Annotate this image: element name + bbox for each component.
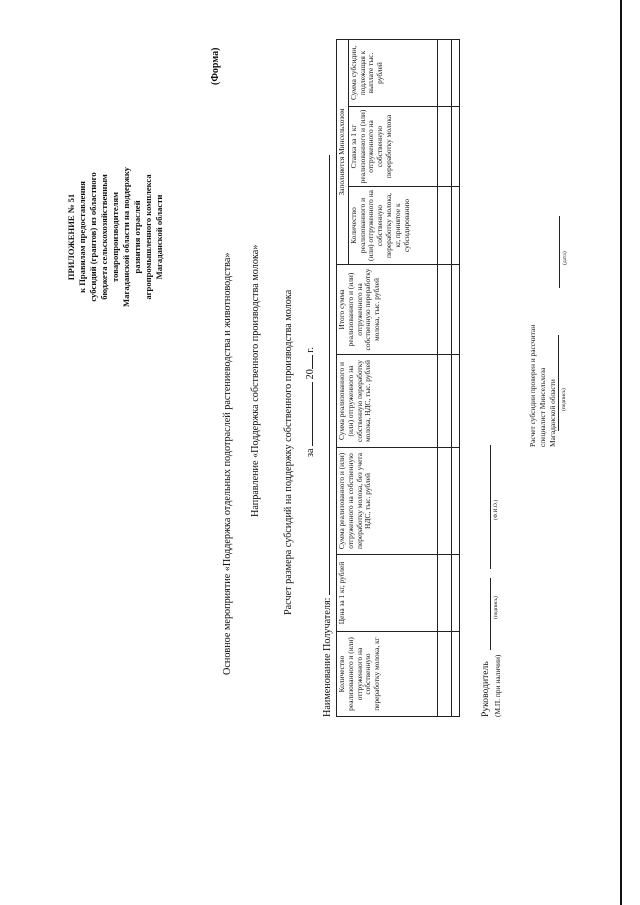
check-line: специалист Минсельхоза (538, 367, 547, 447)
check-line: Магаданской области (548, 379, 557, 447)
appendix-line: товаропроизводителям (110, 192, 120, 282)
appendix-line: субсидий (грантов) из областного (88, 172, 98, 302)
fio-line[interactable] (490, 445, 491, 569)
appendix-header (66, 117, 165, 357)
table-cell[interactable] (438, 265, 452, 355)
table-cell[interactable] (452, 265, 460, 355)
appendix-line: бюджета сельскохозяйственным (99, 174, 109, 300)
signature-line[interactable] (490, 578, 491, 650)
appendix-line: Магаданской области на поддержку (121, 167, 131, 307)
column-header: Количество реализованного и (или) отгруженного на собственную переработку молока, кг (337, 632, 438, 717)
form-label: (Форма) (210, 47, 221, 85)
head-label: Руководитель (480, 661, 491, 717)
calculation-title: Расчет размера субсидий на поддержку собственного производства молока (283, 289, 294, 615)
table-cell[interactable] (452, 39, 460, 106)
table-cell[interactable] (438, 39, 452, 106)
period-year-suffix: г. (305, 347, 316, 353)
recipient-line (320, 155, 333, 717)
year-blank[interactable] (303, 355, 313, 369)
date-line[interactable] (559, 216, 560, 288)
column-header: Количество реализованного и (или) отгруженного на собственную переработку молока, кг, принятое к субсидированию (348, 187, 437, 265)
appendix-line: к Правилам предоставления (77, 181, 87, 293)
specialist-signature-caption: (подпись) (561, 388, 567, 411)
appendix-line: развития отраслей (132, 200, 142, 274)
recipient-blank[interactable] (320, 155, 330, 595)
table-cell[interactable] (452, 355, 460, 448)
period-line (303, 347, 316, 457)
table-cell[interactable] (438, 555, 452, 632)
column-header: Сумма реализованного и (или) отгруженного на собственную переработку молока, НДС, тыс. рублей (337, 355, 438, 448)
column-header: Итого сумма реализованного и (или) отгруженного на собственную переработку молока, тыс. рублей (337, 265, 438, 355)
column-header: Цена за 1 кг, рублей (337, 555, 438, 632)
signature-caption: (подпись) (493, 596, 499, 619)
ministry-check-note (528, 325, 558, 447)
appendix-line: ПРИЛОЖЕНИЕ № 51 (66, 193, 76, 281)
date-caption: (дата) (562, 251, 568, 265)
table-row (438, 39, 452, 716)
head-seal-note: (М.П. при наличии) (493, 654, 502, 717)
table-cell[interactable] (452, 448, 460, 555)
fio-caption: (Ф.И.О.) (493, 499, 499, 520)
specialist-signature-line[interactable] (558, 335, 559, 431)
appendix-line: Магаданской области (154, 194, 164, 280)
table-row (452, 39, 460, 716)
column-header: Сумма субсидии, подлежащая к выплате тыс. рублей (348, 39, 437, 106)
period-blank[interactable] (303, 382, 313, 446)
table-cell[interactable] (438, 355, 452, 448)
subsidy-table (336, 39, 460, 717)
table-cell[interactable] (452, 187, 460, 265)
table-cell[interactable] (438, 187, 452, 265)
table-cell[interactable] (438, 632, 452, 717)
table-cell[interactable] (452, 632, 460, 717)
table-cell[interactable] (452, 555, 460, 632)
column-header: Сумма реализованного и (или) отгруженного на собственную переработку молока, без учета НДС, тыс. рублей (337, 448, 438, 555)
table-cell[interactable] (452, 107, 460, 187)
column-header: Ставка за 1 кг реализованного и (или) отгруженного на собственную переработку молока (348, 107, 437, 187)
main-measure-title: Основное мероприятие «Поддержка отдельных подотраслей растениеводства и животноводства» (222, 252, 233, 675)
period-prefix: за (305, 448, 316, 457)
appendix-line: агропромышленного комплекса (143, 174, 153, 300)
table-cell[interactable] (438, 107, 452, 187)
recipient-label: Наименование Получателя: (322, 597, 333, 717)
table-cell[interactable] (438, 448, 452, 555)
period-year-prefix: 20 (305, 369, 316, 380)
ministry-group-header: Заполняется Минсельхозом (337, 39, 349, 264)
direction-title: Направление «Поддержка собственного производства молока» (250, 244, 261, 517)
check-line: Расчет субсидии проверен и рассчитан (528, 324, 537, 447)
page-divider (620, 0, 622, 905)
